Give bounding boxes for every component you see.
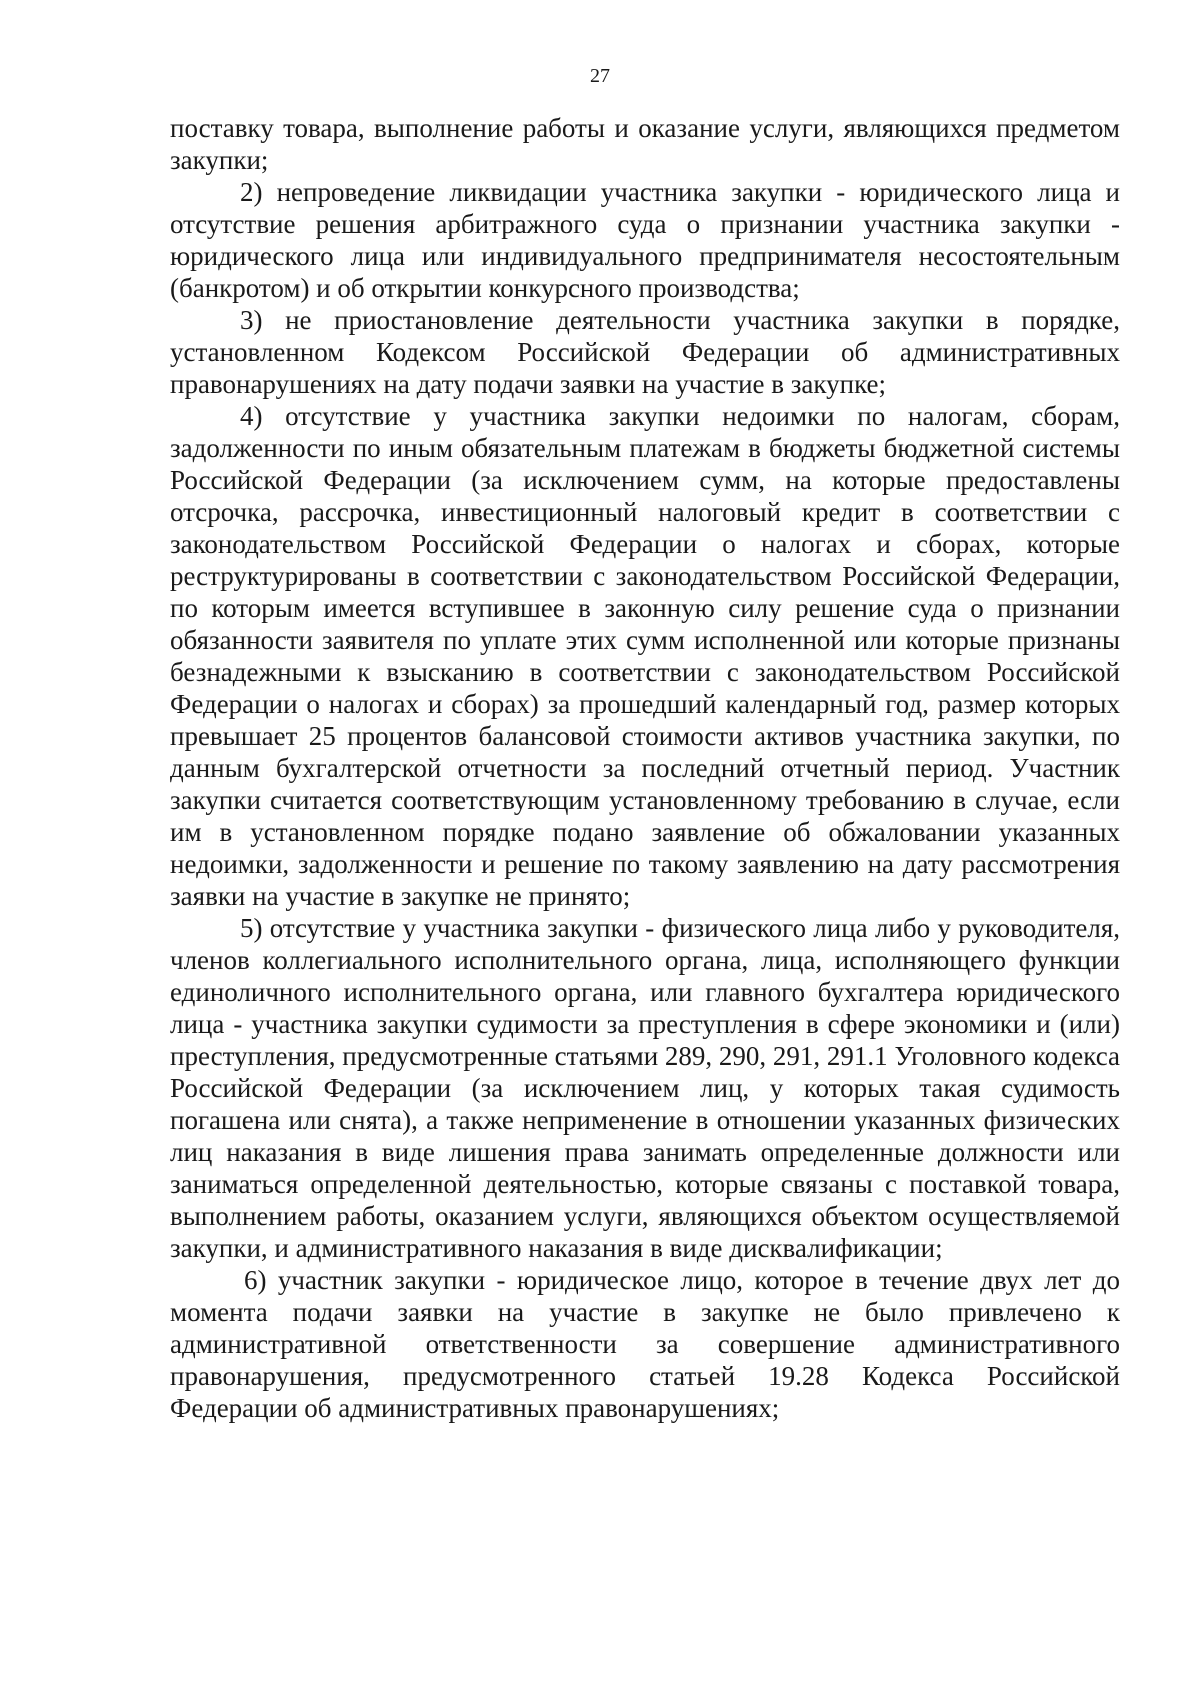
paragraph-continuation: поставку товара, выполнение работы и оказание услуги, являющихся предметом закупки; bbox=[170, 113, 1120, 175]
paragraph-item-6: 6) участник закупки - юридическое лицо, которое в течение двух лет до момента подачи заявки на участие в закупке не было привлечено к административной ответственности за совершение административного правонарушения, предусмотренного статьей 19.28 Кодекса Российской Федерации об административных правонарушениях; bbox=[170, 1265, 1120, 1423]
paragraph-item-2: 2) непроведение ликвидации участника закупки - юридического лица и отсутствие решения арбитражного суда о признании участника закупки - юридического лица или индивидуального предпринимателя несостоятельным (банкротом) и об открытии конкурсного производства; bbox=[170, 177, 1120, 303]
paragraph-item-3: 3) не приостановление деятельности участника закупки в порядке, установленном Кодексом Российской Федерации об административных правонарушениях на дату подачи заявки на участие в закупке; bbox=[170, 305, 1120, 399]
page-number: 27 bbox=[590, 65, 610, 87]
paragraph-item-4: 4) отсутствие у участника закупки недоимки по налогам, сборам, задолженности по иным обязательным платежам в бюджеты бюджетной системы Российской Федерации (за исключением сумм, на которые предоставлены отсрочка, рассрочка, инвестиционный налоговый кредит в соответствии с законодательством Российской Федерации о налогах и сборах, которые реструктурированы в соответствии с законодательством Российской Федерации, по которым имеется вступившее в законную силу решение суда о признании обязанности заявителя по уплате этих сумм исполненной или которые признаны безнадежными к взысканию в соответствии с законодательством Российской Федерации о налогах и сборах) за прошедший календарный год, размер которых превышает 25 процентов балансовой стоимости активов участника закупки, по данным бухгалтерской отчетности за последний отчетный период. Участник закупки считается соответствующим установленному требованию в случае, если им в установленном порядке подано заявление об обжаловании указанных недоимки, задолженности и решение по такому заявлению на дату рассмотрения заявки на участие в закупке не принято; bbox=[170, 401, 1120, 911]
document-body bbox=[170, 112, 1120, 1424]
paragraph-item-5: 5) отсутствие у участника закупки - физического лица либо у руководителя, членов коллегиального исполнительного органа, лица, исполняющего функции единоличного исполнительного органа, или главного бухгалтера юридического лица - участника закупки судимости за преступления в сфере экономики и (или) преступления, предусмотренные статьями 289, 290, 291, 291.1 Уголовного кодекса Российской Федерации (за исключением лиц, у которых такая судимость погашена или снята), а также неприменение в отношении указанных физических лиц наказания в виде лишения права занимать определенные должности или заниматься определенной деятельностью, которые связаны с поставкой товара, выполнением работы, оказанием услуги, являющихся объектом осуществляемой закупки, и административного наказания в виде дисквалификации; bbox=[170, 913, 1120, 1263]
